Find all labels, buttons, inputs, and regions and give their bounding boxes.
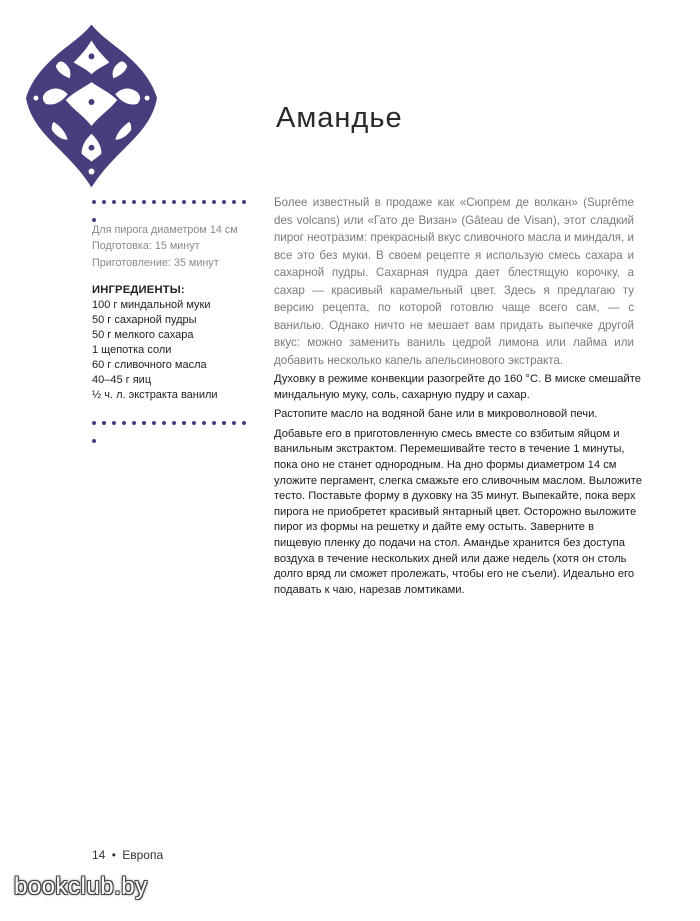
ingredients-list (92, 298, 218, 403)
page-title: Амандье (276, 102, 403, 134)
meta-cook-time: Приготовление: 35 минут (92, 256, 219, 269)
step-paragraph: Добавьте его в приготовленную смесь вместе со взбитым яйцом и ванильным экстрактом. Перемешивайте тесто в течение 1 минуты, пока оно не станет однородным. На дно формы диаметром 14 см уложите пергамент, слегка смажьте его сливочным маслом. Выложите тесто. Поставьте форму в духовку на 35 минут. Выпекайте, пока верх пирога не приобретет красивый янтарный цвет. Осторожно выложите пирог из формы на решетку и дайте ему остыть. Заверните в пищевую пленку до подачи на стол. Амандье хранится без доступа воздуха в течение нескольких дней или даже недель (хотя он столь долго вряд ли сможет пролежать, чтобы его не съели). Идеально его подавать к чаю, нарезав ломтиками. (274, 427, 642, 596)
list-item: 50 г мелкого сахара (92, 329, 194, 341)
damask-ornament-icon (24, 22, 159, 190)
watermark: bookclub.by (14, 873, 148, 900)
list-item: 1 щепотка соли (92, 344, 172, 356)
recipe-intro: Более известный в продаже как «Сюпрем де волкан» (Suprême des volcans) или «Гато де Визан» (Gâteau de Visan), этот сладкий пирог неотразим: прекрасный вкус сливочного масла и миндаля, и все это без муки. В своем рецепте я использую смесь сахара и сахарной пудры. Сахарная пудра дает блестящую корочку, а сахар — красивый карамельный цвет. Здесь я предлагаю ту версию рецепта, по которой готовлю чаще всего сам, — с ванилью. Однако ничто не мешает вам придать выпечке другой вкус: можно заменить ваниль цедрой лимона или лайма или добавить несколько капель апельсинового экстракта. (274, 196, 635, 367)
step-paragraph: Духовку в режиме конвекции разогрейте до 160 °С. В миске смешайте миндальную муку, соль, сахарную пудру и сахар. (274, 373, 641, 401)
page-footer (92, 848, 163, 862)
page-number: 14 (92, 848, 106, 862)
list-item: 100 г миндальной муки (92, 299, 211, 311)
dotted-divider-bottom (92, 421, 260, 427)
ingredients-heading: ИНГРЕДИЕНТЫ: (92, 284, 185, 296)
list-item: 60 г сливочного масла (92, 359, 207, 371)
list-item: 40–45 г яиц (92, 374, 152, 386)
recipe-steps (274, 372, 644, 602)
step-paragraph: Растопите масло на водяной бане или в микроволновой печи. (274, 408, 598, 421)
meta-size: Для пирога диаметром 14 см (92, 224, 238, 236)
section-name: Европа (122, 848, 164, 862)
list-item: 50 г сахарной пудры (92, 314, 197, 326)
list-item: ½ ч. л. экстракта ванили (92, 389, 218, 401)
recipe-meta (92, 222, 267, 271)
meta-prep-time: Подготовка: 15 минут (92, 240, 200, 253)
footer-bullet: • (111, 848, 116, 862)
dotted-divider-top (92, 200, 260, 206)
